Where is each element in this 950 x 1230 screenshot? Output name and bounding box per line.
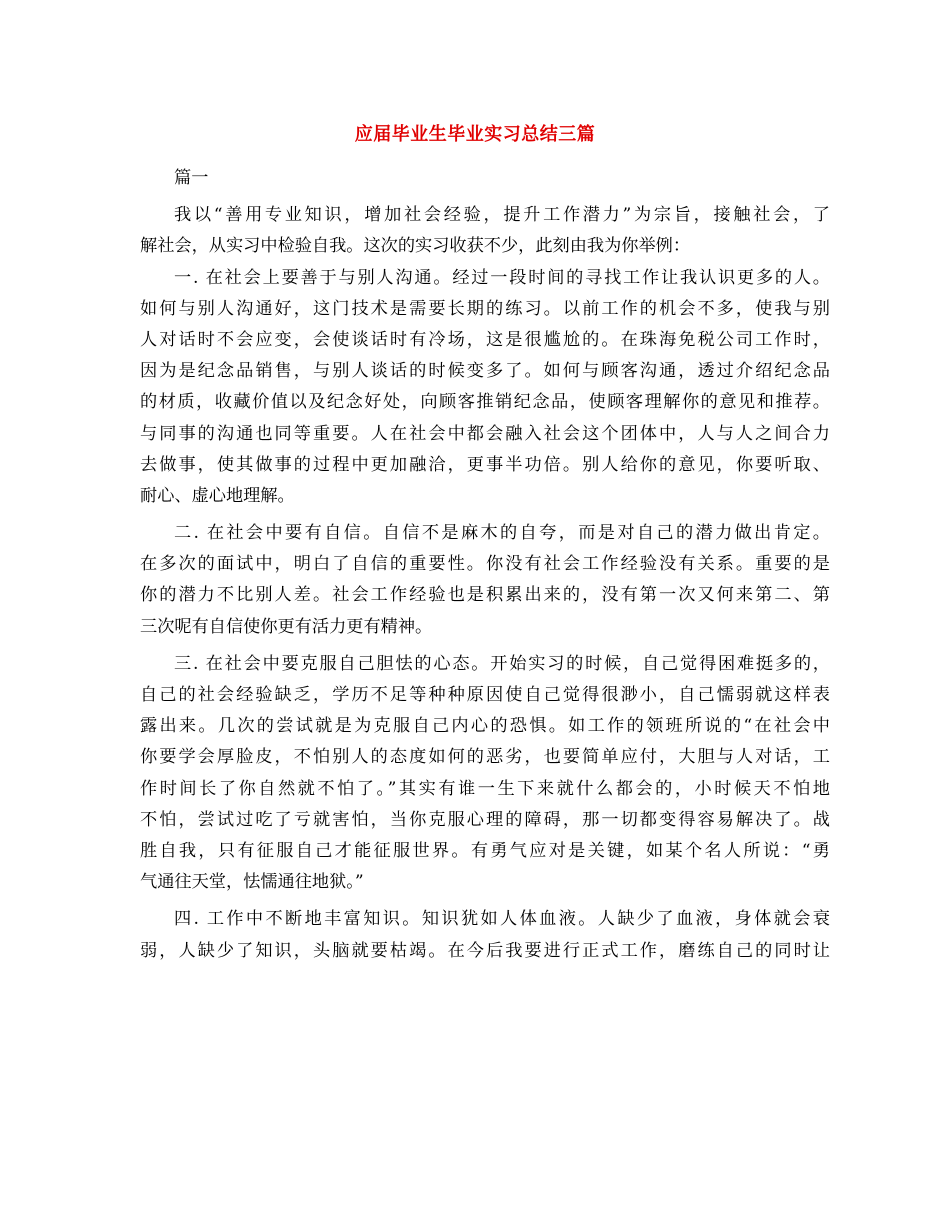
paragraph-first-line: 四. 工作中不断地丰富知识。知识犹如人体血液。人缺少了血液，身体就会衰 [174,909,830,930]
paragraph-line: 三次呢有自信使你更有活力更有精神。 [140,616,433,637]
paragraph-line: 你的潜力不比别人差。社会工作经验也是积累出来的，没有第一次又何来第二、第 [140,585,830,606]
paragraph-line: 与同事的沟通也同等重要。人在社会中都会融入社会这个团体中，人与人之间合力 [140,423,830,444]
paragraph-first-line: 篇一 [174,168,209,188]
paragraph-first-line: 二. 在社会中要有自信。自信不是麻木的自夸，而是对自己的潜力做出肯定。 [174,523,830,544]
paragraph-line: 你要学会厚脸皮，不怕别人的态度如何的恶劣，也要简单应付，大胆与人对话，工 [140,747,830,768]
paragraph-line: 不怕，尝试过吃了亏就害怕，当你克服心理的障碍，那一切都变得容易解决了。战 [140,809,830,830]
paragraph-line: 弱，人缺少了知识，头脑就要枯竭。在今后我要进行正式工作，磨练自己的同时让 [140,940,830,961]
document-title: 应届毕业生毕业实习总结三篇 [354,124,596,145]
paragraph-line: 去做事，使其做事的过程中更加融洽，更事半功倍。别人给你的意见，你要听取、 [140,454,830,475]
paragraph-line: 作时间长了你自然就不怕了。”其实有谁一生下来就什么都会的，小时候天不怕地 [140,778,830,799]
paragraph-first-line: 三. 在社会中要克服自己胆怯的心态。开始实习的时候，自己觉得困难挺多的， [174,653,830,674]
paragraph-line: 胜自我，只有征服自己才能征服世界。有勇气应对是关键，如某个名人所说：“勇 [140,840,830,861]
paragraph-first-line: 我以“善用专业知识，增加社会经验，提升工作潜力”为宗旨，接触社会，了 [174,205,830,226]
paragraph-line: 如何与别人沟通好，这门技术是需要长期的练习。以前工作的机会不多，使我与别 [140,298,830,319]
paragraph-line: 耐心、虚心地理解。 [140,485,295,506]
paragraph-line: 气通往天堂，怯懦通往地狱。” [140,872,364,893]
paragraph-line: 因为是纪念品销售，与别人谈话的时候变多了。如何与顾客沟通，透过介绍纪念品 [140,361,830,382]
paragraph-line: 的材质，收藏价值以及纪念好处，向顾客推销纪念品，使顾客理解你的意见和推荐。 [140,392,830,413]
paragraph-line: 在多次的面试中，明白了自信的重要性。你没有社会工作经验没有关系。重要的是 [140,554,830,575]
paragraph-first-line: 一. 在社会上要善于与别人沟通。经过一段时间的寻找工作让我认识更多的人。 [174,267,830,288]
paragraph-line: 解社会，从实习中检验自我。这次的实习收获不少，此刻由我为你举例： [140,236,691,257]
paragraph-line: 露出来。几次的尝试就是为克服自己内心的恐惧。如工作的领班所说的“在社会中 [140,716,830,737]
document-body [140,163,830,967]
paragraph-line: 自己的社会经验缺乏，学历不足等种种原因使自己觉得很渺小，自己懦弱就这样表 [140,685,830,705]
paragraph-line: 人对话时不会应变，会使谈话时有冷场，这是很尴尬的。在珠海免税公司工作时， [140,329,830,350]
